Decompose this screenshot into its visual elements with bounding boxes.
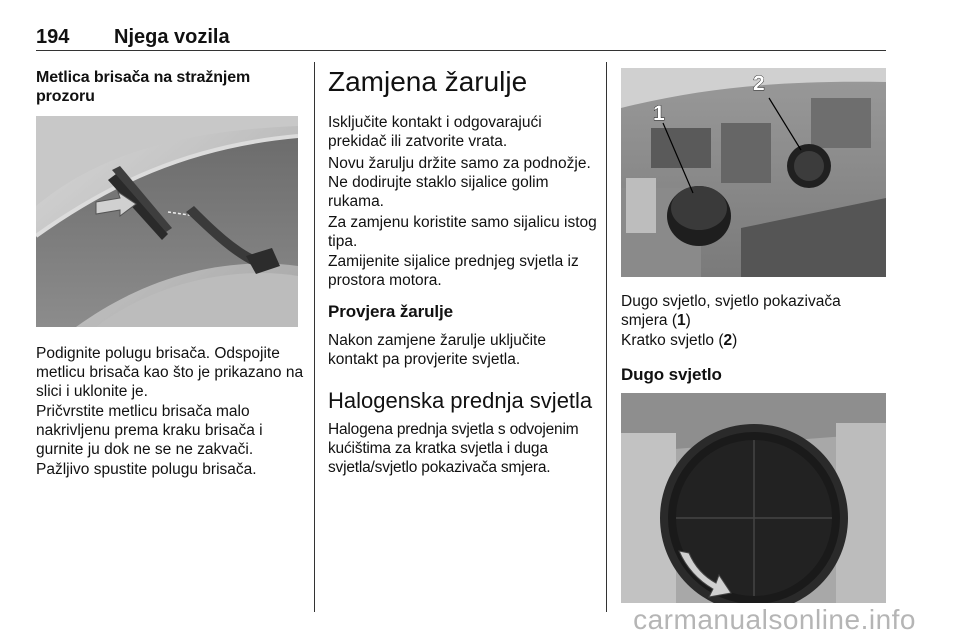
bulb-intro-4: Zamijenite sijalice prednjeg svjetla iz prostora motora. — [328, 253, 579, 289]
figure-caption-1: Dugo svjetlo, svjetlo pokazivača smjera (1) — [621, 293, 841, 329]
bulb-intro-2: Novu žarulju držite samo za podnožje. Ne dodirujte staklo sijalice golim rukama. — [328, 155, 591, 210]
headlamp-engine-bay-illustration — [621, 68, 886, 277]
check-bulb-text: Nakon zamjene žarulje uključite kontakt pa provjerite svjetla. — [328, 332, 546, 368]
halogen-text: Halogena prednja svjetla s odvojenim kućištima za kratka svjetla i duga svjetla/svjetlo pokazivača smjera. — [328, 421, 579, 476]
column-divider-2 — [606, 62, 607, 612]
wiper-step-2: Pričvrstite metlicu brisača malo nakrivljenu prema kraku brisača i gurnite ju dok ne se ne zakvači. — [36, 403, 263, 458]
wiper-step-1: Podignite polugu brisača. Odspojite metlicu brisača kao što je prikazano na slici i uklonite je. — [36, 345, 304, 400]
bulb-replacement-title: Zamjena žarulje — [328, 66, 528, 97]
figure-caption-2: Kratko svjetlo (2) — [621, 332, 738, 349]
high-beam-heading: Dugo svjetlo — [621, 365, 722, 384]
callout-1: 1 — [653, 102, 665, 125]
check-bulb-heading: Provjera žarulje — [328, 302, 454, 321]
chapter-title: Njega vozila — [114, 26, 230, 48]
watermark: carmanualsonline.info — [633, 604, 916, 635]
high-beam-cap-illustration — [621, 393, 886, 603]
wiper-blade-heading: Metlica brisača na stražnjem prozoru — [36, 69, 251, 105]
wiper-blade-illustration — [36, 116, 298, 327]
column-divider-1 — [314, 62, 315, 612]
bulb-intro-1: Isključite kontakt i odgovarajući prekidač ili zatvorite vrata. — [328, 114, 542, 150]
header-rule — [36, 50, 886, 51]
bulb-intro-3: Za zamjenu koristite samo sijalicu istog tipa. — [328, 214, 597, 250]
wiper-step-3: Pažljivo spustite polugu brisača. — [36, 461, 257, 478]
halogen-heading: Halogenska prednja svjetla — [328, 388, 593, 413]
page-number: 194 — [36, 26, 70, 48]
callout-2: 2 — [753, 72, 765, 95]
